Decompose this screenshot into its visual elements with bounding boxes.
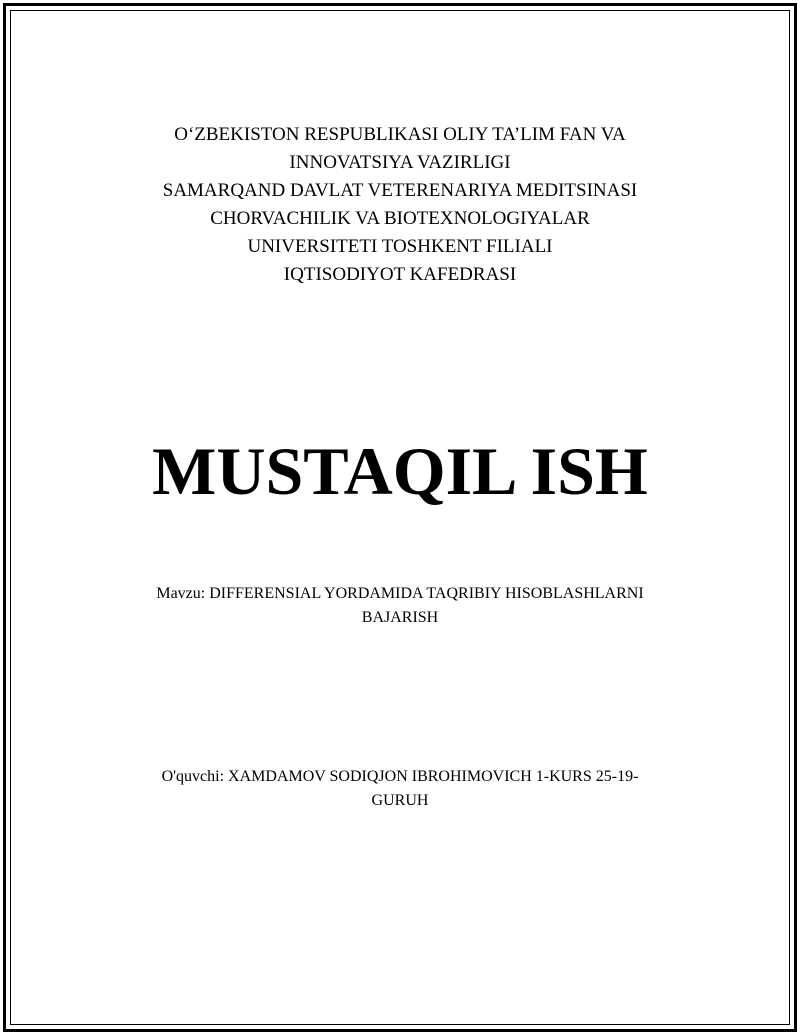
student-line-1: O'quvchi: XAMDAMOV SODIQJON IBROHIMOVICH 1-KURS 25-19-	[161, 768, 639, 785]
header-line-branch: UNIVERSITETI TOSHKENT FILIALI	[247, 236, 553, 257]
institution-header	[0, 121, 800, 289]
header-line-university-1: SAMARQAND DAVLAT VETERENARIYA MEDITSINASI	[162, 180, 638, 201]
topic-block	[100, 582, 700, 630]
topic-line-1: Mavzu: DIFFERENSIAL YORDAMIDA TAQRIBIY HISOBLASHLARNI	[156, 585, 644, 602]
header-line-university-2: CHORVACHILIK VA BIOTEXNOLOGIYALAR	[210, 208, 590, 229]
topic-line-2: BAJARISH	[361, 609, 439, 626]
header-line-ministry-2: INNOVATSIYA VAZIRLIGI	[289, 152, 511, 173]
document-title: MUSTAQIL ISH	[152, 433, 648, 509]
student-line-2: GURUH	[371, 792, 429, 809]
header-line-ministry-1: O‘ZBEKISTON RESPUBLIKASI OLIY TA’LIM FAN VA	[174, 124, 626, 145]
header-line-department: IQTISODIYOT KAFEDRASI	[283, 264, 517, 285]
student-block	[100, 765, 700, 813]
